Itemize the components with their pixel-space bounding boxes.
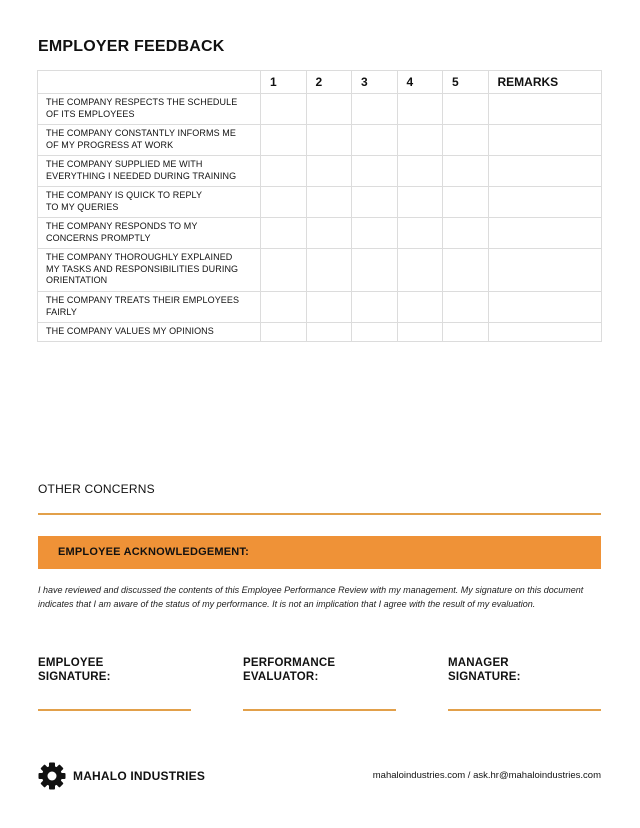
statement-line: EVERYTHING I NEEDED DURING TRAINING — [46, 170, 237, 181]
rating-cell-5[interactable] — [443, 249, 489, 292]
table-row — [38, 125, 602, 156]
statement-line: MY TASKS AND RESPONSIBILITIES DURING — [46, 263, 239, 274]
table-row — [38, 156, 602, 187]
statement-line: THE COMPANY IS QUICK TO REPLY — [46, 190, 203, 200]
table-row — [38, 94, 602, 125]
rating-cell-1[interactable] — [261, 218, 307, 249]
rating-cell-5[interactable] — [443, 94, 489, 125]
statement-cell — [38, 125, 261, 156]
statement-cell — [38, 249, 261, 292]
gear-icon — [38, 762, 66, 790]
statement-line: OF MY PROGRESS AT WORK — [46, 139, 174, 150]
signature-label-line: SIGNATURE: — [448, 671, 521, 683]
statement-line: THE COMPANY TREATS THEIR EMPLOYEES — [46, 295, 240, 305]
header-rating-1: 1 — [261, 71, 307, 94]
rating-cell-4[interactable] — [397, 156, 443, 187]
rating-cell-4[interactable] — [397, 249, 443, 292]
statement-line: ORIENTATION — [46, 275, 108, 285]
rating-cell-1[interactable] — [261, 323, 307, 342]
rating-cell-3[interactable] — [352, 156, 398, 187]
rating-cell-2[interactable] — [306, 249, 352, 292]
page-title: EMPLOYER FEEDBACK — [38, 38, 225, 55]
header-rating-2: 2 — [306, 71, 352, 94]
rating-cell-2[interactable] — [306, 218, 352, 249]
rating-cell-5[interactable] — [443, 187, 489, 218]
signature-label-line: PERFORMANCE — [243, 657, 336, 669]
remarks-cell[interactable] — [488, 249, 602, 292]
remarks-cell[interactable] — [488, 125, 602, 156]
rating-cell-3[interactable] — [352, 249, 398, 292]
statement-line: THE COMPANY CONSTANTLY INFORMS ME — [46, 128, 236, 138]
rating-cell-2[interactable] — [306, 187, 352, 218]
statement-cell — [38, 292, 261, 323]
manager-signature-block — [448, 656, 601, 684]
acknowledgement-text: I have reviewed and discussed the contents of this Employee Performance Review with my management. My signature on this document indicates that I am aware of the status of my performance. It is not an implication that I agree with the result of my evaluation. — [38, 585, 584, 609]
rating-cell-5[interactable] — [443, 218, 489, 249]
rating-cell-5[interactable] — [443, 156, 489, 187]
rating-cell-3[interactable] — [352, 94, 398, 125]
manager-signature-line[interactable] — [448, 709, 601, 711]
header-remarks: REMARKS — [488, 71, 602, 94]
rating-cell-1[interactable] — [261, 156, 307, 187]
statement-cell — [38, 218, 261, 249]
signature-label-line: EVALUATOR: — [243, 671, 319, 683]
statement-line: FAIRLY — [46, 306, 77, 317]
rating-cell-3[interactable] — [352, 218, 398, 249]
remarks-cell[interactable] — [488, 156, 602, 187]
statement-line: THE COMPANY RESPECTS THE SCHEDULE — [46, 97, 238, 107]
signature-label — [448, 656, 601, 684]
signature-label — [38, 656, 191, 684]
rating-cell-3[interactable] — [352, 323, 398, 342]
table-row — [38, 249, 602, 292]
rating-cell-3[interactable] — [352, 292, 398, 323]
company-name: MAHALO INDUSTRIES — [73, 769, 206, 783]
statement-cell — [38, 156, 261, 187]
evaluator-signature-line[interactable] — [243, 709, 396, 711]
rating-cell-2[interactable] — [306, 292, 352, 323]
evaluator-signature-block — [243, 656, 396, 684]
remarks-cell[interactable] — [488, 187, 602, 218]
remarks-cell[interactable] — [488, 218, 602, 249]
statement-cell — [38, 187, 261, 218]
employee-signature-line[interactable] — [38, 709, 191, 711]
statement-line: CONCERNS PROMPTLY — [46, 232, 151, 243]
rating-cell-1[interactable] — [261, 94, 307, 125]
remarks-cell[interactable] — [488, 94, 602, 125]
rating-cell-3[interactable] — [352, 125, 398, 156]
rating-cell-4[interactable] — [397, 323, 443, 342]
statement-line: THE COMPANY RESPONDS TO MY — [46, 221, 198, 231]
statement-line: THE COMPANY THOROUGHLY EXPLAINED — [46, 252, 233, 262]
table-row — [38, 323, 602, 342]
signature-label-line: EMPLOYEE — [38, 657, 104, 669]
employee-signature-block — [38, 656, 191, 684]
remarks-cell[interactable] — [488, 292, 602, 323]
statement-line: THE COMPANY SUPPLIED ME WITH — [46, 159, 203, 169]
feedback-table — [37, 70, 602, 342]
table-header-row — [38, 71, 602, 94]
signature-label-line: MANAGER — [448, 657, 509, 669]
signature-label — [243, 656, 396, 684]
header-rating-3: 3 — [352, 71, 398, 94]
remarks-cell[interactable] — [488, 323, 602, 342]
statement-line: OF ITS EMPLOYEES — [46, 108, 135, 119]
rating-cell-1[interactable] — [261, 292, 307, 323]
acknowledgement-banner — [38, 536, 601, 569]
rating-cell-4[interactable] — [397, 218, 443, 249]
header-rating-5: 5 — [443, 71, 489, 94]
rating-cell-2[interactable] — [306, 94, 352, 125]
statement-line: THE COMPANY VALUES MY OPINIONS — [46, 326, 214, 336]
statement-cell — [38, 94, 261, 125]
other-concerns-label: OTHER CONCERNS — [38, 482, 155, 496]
rating-cell-4[interactable] — [397, 292, 443, 323]
table-row — [38, 292, 602, 323]
table-row — [38, 187, 602, 218]
table-row — [38, 218, 602, 249]
rating-cell-2[interactable] — [306, 125, 352, 156]
rating-cell-5[interactable] — [443, 292, 489, 323]
header-statement — [38, 71, 261, 94]
other-concerns-input-line[interactable] — [38, 513, 601, 515]
rating-cell-4[interactable] — [397, 187, 443, 218]
acknowledgement-heading: EMPLOYEE ACKNOWLEDGEMENT: — [58, 546, 249, 558]
rating-cell-1[interactable] — [261, 125, 307, 156]
rating-cell-3[interactable] — [352, 187, 398, 218]
statement-line: TO MY QUERIES — [46, 201, 119, 212]
rating-cell-1[interactable] — [261, 249, 307, 292]
signature-label-line: SIGNATURE: — [38, 671, 111, 683]
header-rating-4: 4 — [397, 71, 443, 94]
rating-cell-1[interactable] — [261, 187, 307, 218]
rating-cell-5[interactable] — [443, 125, 489, 156]
rating-cell-5[interactable] — [443, 323, 489, 342]
statement-cell — [38, 323, 261, 342]
rating-cell-4[interactable] — [397, 125, 443, 156]
rating-cell-4[interactable] — [397, 94, 443, 125]
contact-info: mahaloindustries.com / ask.hr@mahaloindustries.com — [372, 770, 601, 781]
rating-cell-2[interactable] — [306, 156, 352, 187]
rating-cell-2[interactable] — [306, 323, 352, 342]
